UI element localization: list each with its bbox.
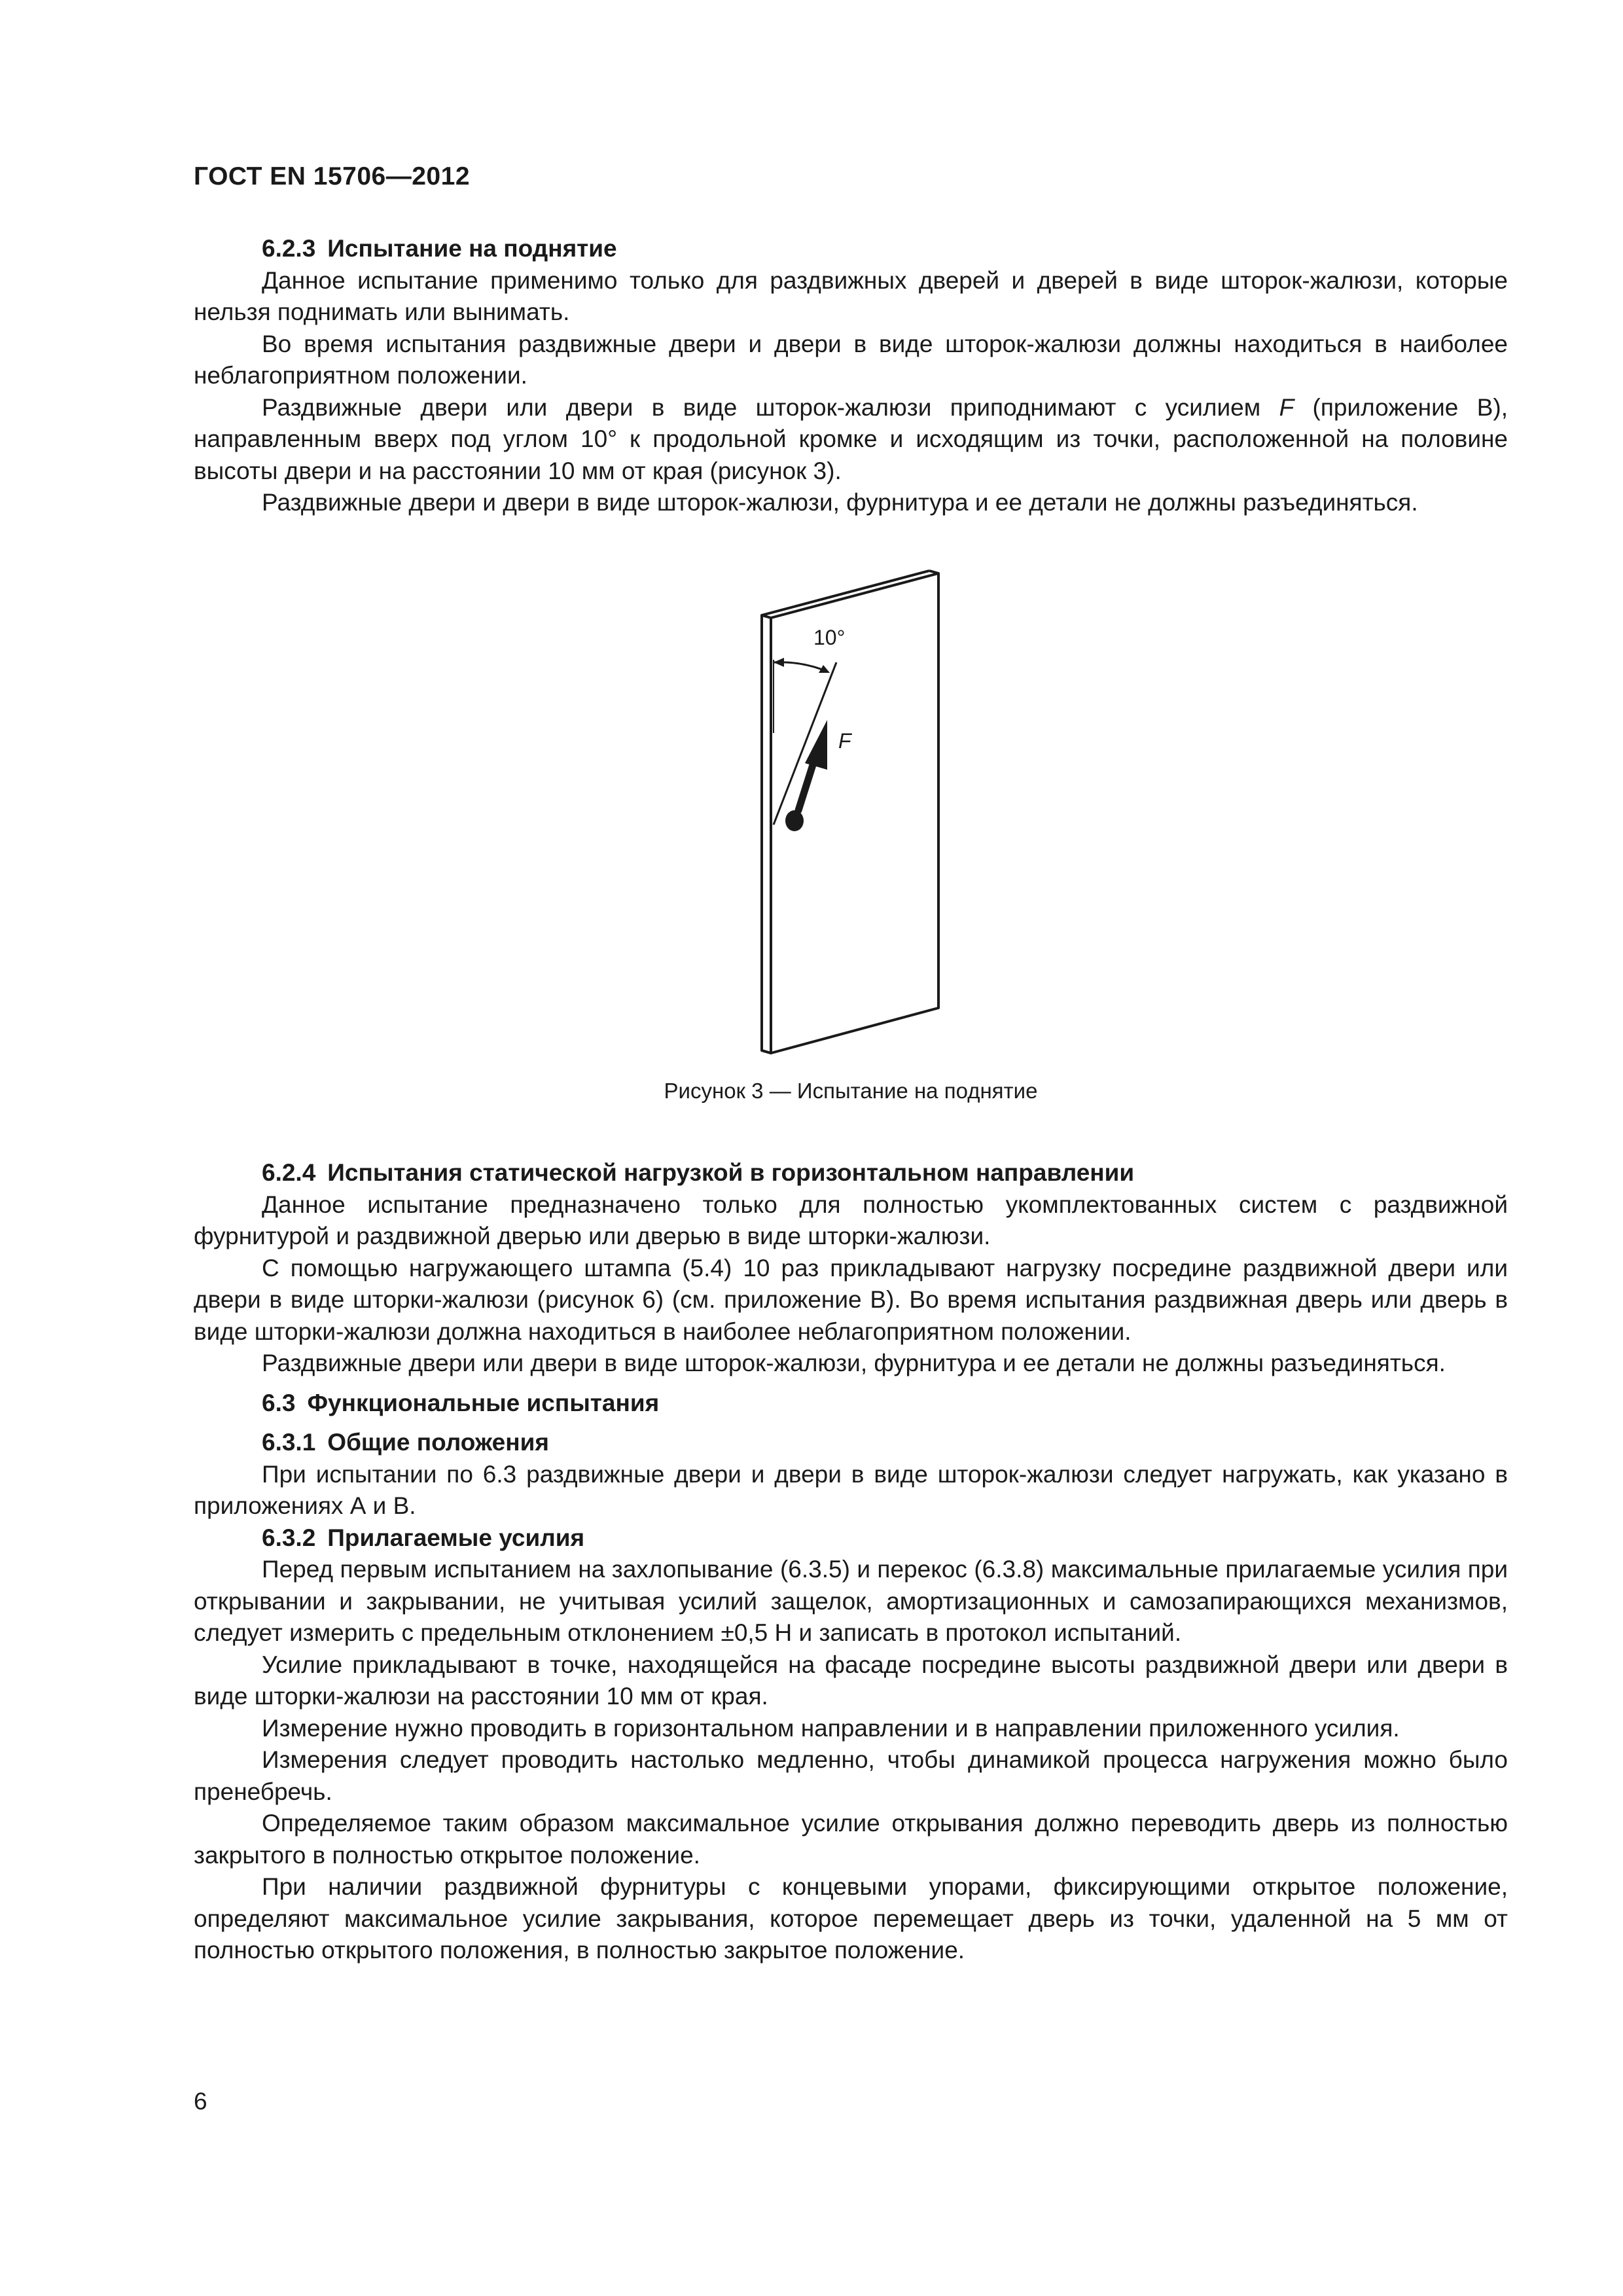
section-6-2-4: [194, 1157, 1508, 1967]
paragraph: Определяемое таким образом максимальное усилие открывания должно переводить дверь из полностью закрытого в полностью открытое положение.: [194, 1810, 1508, 1869]
paragraph: Раздвижные двери или двери в виде шторок-жалюзи приподнимают с усилием F (приложение В), направленным вверх под углом 10° к продольной кромке и исходящим из точки, расположенной на половине высоты двери и на расстоянии 10 мм от края (рисунок 3).: [194, 393, 1508, 484]
paragraph: При наличии раздвижной фурнитуры с концевыми упорами, фиксирующими открытое положение, определяют максимальное усилие закрывания, которое перемещает дверь из точки, удаленной на 5 мм от полностью открытого положения, в полностью закрытое положение.: [194, 1873, 1508, 1964]
paragraph: Раздвижные двери и двери в виде шторок-жалюзи, фурнитура и ее детали не должны разъединяться.: [262, 489, 1418, 516]
application-point: [785, 810, 804, 831]
force-symbol: F: [1279, 393, 1294, 421]
paragraph: Раздвижные двери или двери в виде шторок-жалюзи, фурнитура и ее детали не должны разъединяться.: [262, 1350, 1446, 1376]
paragraph: Перед первым испытанием на захлопывание (6.3.5) и перекос (6.3.8) максимальные прилагаемые усилия при открывании и закрывании, не учитывая усилий защелок, амортизационных и самозапирающихся механизмов, следует измерить с предельным отклонением ±0,5 Н и записать в протокол испытаний.: [194, 1556, 1508, 1646]
paragraph: Усилие прикладывают в точке, находящейся на фасаде посредине высоты раздвижной двери или двери в виде шторки-жалюзи на расстоянии 10 мм от края.: [194, 1651, 1508, 1710]
door-lift-diagram: [194, 563, 1508, 1086]
force-label: F: [838, 729, 851, 753]
paragraph: С помощью нагружающего штампа (5.4) 10 раз прикладывают нагрузку посредине раздвижной двери или двери в виде шторки-жалюзи (рисунок 6) (см. приложение В). Во время испытания раздвижная дверь или дверь в виде шторки-жалюзи должна находиться в наиболее неблагоприятном положении.: [194, 1254, 1508, 1345]
section-heading-6-3-2: 6.3.2 Прилагаемые усилия: [262, 1524, 585, 1551]
paragraph: Во время испытания раздвижные двери и двери в виде шторок-жалюзи должны находиться в наиболее неблагоприятном положении.: [194, 330, 1508, 389]
page-number: 6: [194, 2088, 207, 2115]
door-edge: [762, 615, 771, 1053]
figure-3: [194, 563, 1508, 1086]
figure-caption: Рисунок 3 — Испытание на поднятие: [664, 1079, 1038, 1103]
section-heading-6-3-1: 6.3.1 Общие положения: [262, 1429, 549, 1456]
section-heading-6-3: 6.3 Функциональные испытания: [262, 1389, 660, 1416]
section-heading: 6.2.3 Испытание на поднятие: [262, 235, 617, 262]
paragraph: Измерения следует проводить настолько медленно, чтобы динамикой процесса нагружения можно было пренебречь.: [194, 1746, 1508, 1805]
angle-label: 10°: [813, 626, 846, 649]
paragraph: При испытании по 6.3 раздвижные двери и двери в виде шторок-жалюзи следует нагружать, как указано в приложениях А и В.: [194, 1460, 1508, 1519]
paragraph: Данное испытание предназначено только для полностью укомплектованных систем с раздвижной фурнитурой и раздвижной дверью или дверью в виде шторки-жалюзи.: [194, 1191, 1508, 1249]
paragraph: Данное испытание применимо только для раздвижных дверей и дверей в виде шторок-жалюзи, которые нельзя поднимать или вынимать.: [194, 266, 1508, 325]
document-header: ГОСТ EN 15706—2012: [194, 162, 471, 190]
paragraph: Измерение нужно проводить в горизонтальном направлении и в направлении приложенного усилия.: [262, 1714, 1400, 1742]
section-6-2-3: [194, 233, 1508, 519]
section-heading: 6.2.4 Испытания статической нагрузкой в горизонтальном направлении: [262, 1159, 1135, 1186]
